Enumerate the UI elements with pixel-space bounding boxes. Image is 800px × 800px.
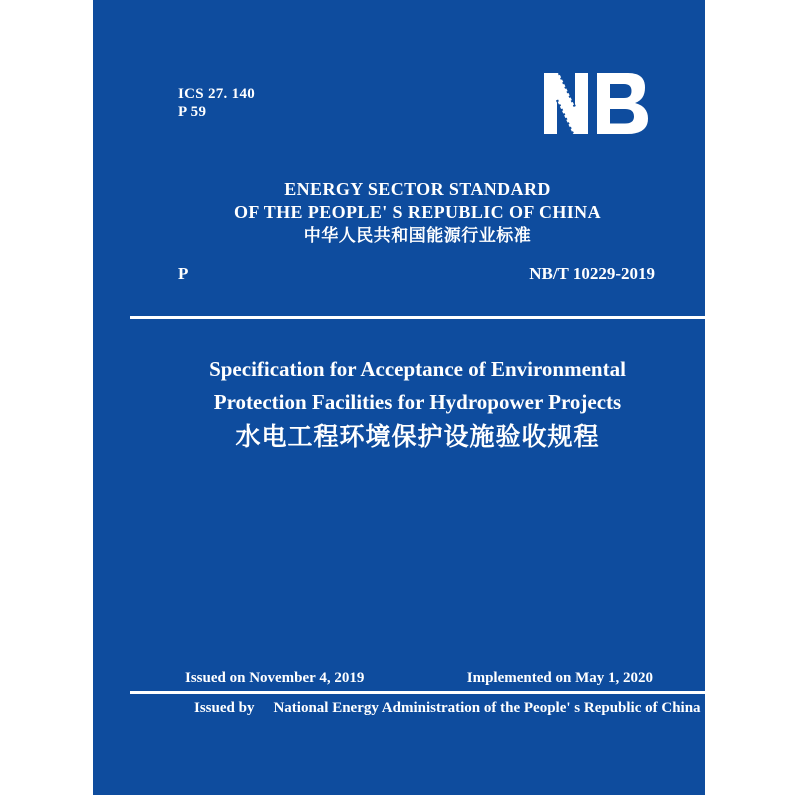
logo-letter-n (544, 73, 588, 134)
issued-date: Issued on November 4, 2019 (185, 670, 365, 686)
standard-name-zh: 中华人民共和国能源行业标准 (303, 226, 532, 245)
classification-code: P 59 (178, 104, 207, 120)
bottom-horizontal-rule (130, 691, 705, 694)
logo-letter-b (597, 73, 648, 134)
title-zh: 水电工程环境保护设施验收规程 (235, 424, 600, 451)
implemented-date: Implemented on May 1, 2020 (466, 670, 653, 686)
title-en-line2: Protection Facilities for Hydropower Projects (213, 390, 622, 414)
standard-name-en-line1: ENERGY SECTOR STANDARD (284, 179, 551, 199)
standard-name-en-line2: OF THE PEOPLE' S REPUBLIC OF CHINA (234, 202, 601, 222)
issued-by-value: National Energy Administration of the People' s Republic of China (273, 700, 701, 716)
class-and-number-row (178, 265, 655, 282)
title-en-line1: Specification for Acceptance of Environmental (209, 357, 626, 381)
standard-book-cover (93, 0, 705, 795)
doc-class-letter: P (178, 264, 189, 283)
issued-by-row (194, 701, 705, 716)
issued-by-label: Issued by (194, 700, 255, 716)
nb-logo (544, 73, 648, 134)
standard-number: NB/T 10229-2019 (529, 264, 655, 283)
ics-code: ICS 27. 140 (178, 86, 256, 102)
dates-row (185, 671, 653, 686)
top-horizontal-rule (130, 316, 705, 319)
